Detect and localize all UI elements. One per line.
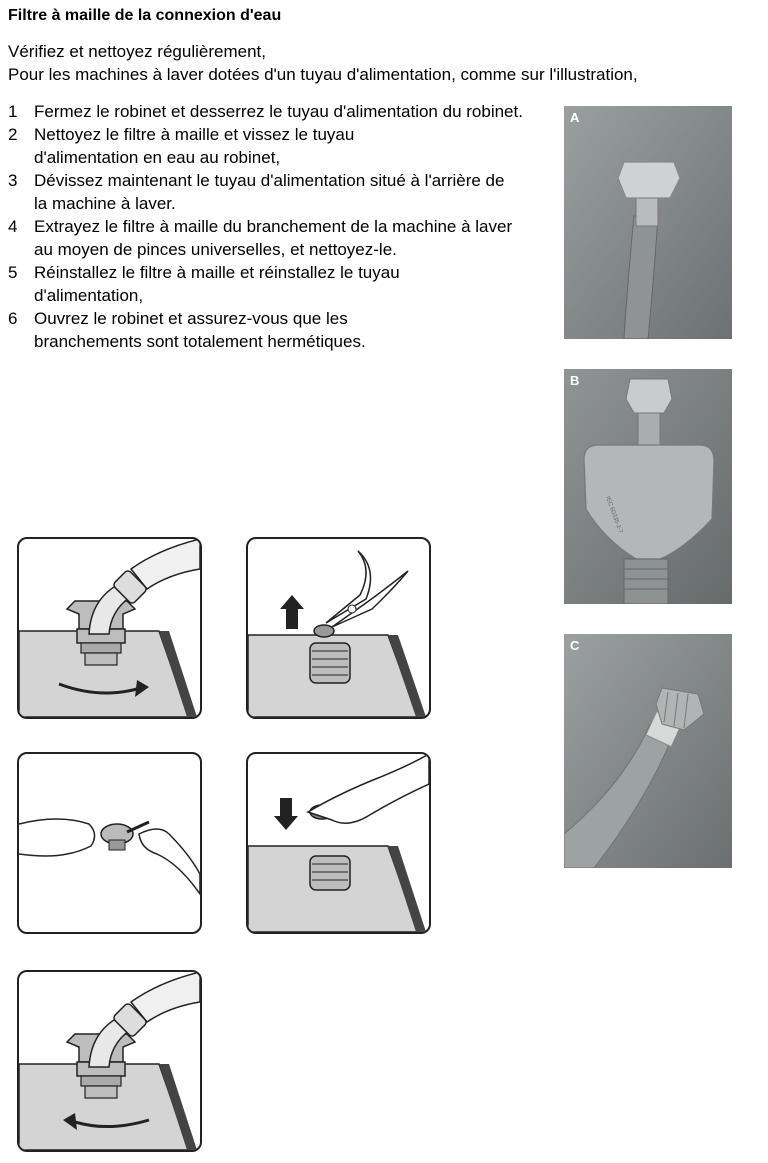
step-item [8,261,490,307]
page-title: Filtre à maille de la connexion d'eau [8,7,282,24]
step-text: Fermez le robinet et desserrez le tuyau d'alimentation du robinet. [34,102,523,121]
photo-c-hose-connector [564,634,732,868]
step-number: 1 [8,102,18,121]
photo-a-hose-connector [564,106,732,339]
photo-label: C [570,638,580,653]
step-item [8,100,530,123]
step-text: Réinstallez le filtre à maille et réinstallez le tuyau d'alimentation, [34,263,400,305]
intro-line-2: Pour les machines à laver dotées d'un tuyau d'alimentation, comme sur l'illustration, [8,65,638,84]
intro-text [8,40,638,86]
illustration-reinstall-hose [17,970,202,1152]
step-text: Dévissez maintenant le tuyau d'alimentation situé à l'arrière de la machine à laver. [34,171,505,213]
step-number: 6 [8,309,18,328]
step-item [8,123,438,169]
intro-line-1: Vérifiez et nettoyez régulièrement, [8,42,266,61]
photo-label: A [570,110,580,125]
photo-label: B [570,373,580,388]
step-item [8,307,444,353]
steps-list [8,100,548,353]
step-text: Ouvrez le robinet et assurez-vous que les branchements sont totalement hermétiques. [34,309,366,351]
illustration-pliers-remove-filter [246,537,431,719]
step-number: 4 [8,217,18,236]
illustration-reinstall-filter [246,752,431,934]
step-number: 5 [8,263,18,282]
photo-b-aquastop-valve [564,369,732,604]
step-text: Nettoyez le filtre à maille et vissez le tuyau d'alimentation en eau au robinet, [34,125,355,167]
illustration-unscrew-hose [17,537,202,719]
step-item [8,169,514,215]
step-text: Extrayez le filtre à maille du branchement de la machine à laver au moyen de pinces universelles, et nettoyez-le. [34,217,513,259]
step-number: 3 [8,171,18,190]
step-number: 2 [8,125,18,144]
step-item [8,215,526,261]
illustration-clean-filter [17,752,202,934]
valve-marking: IEC 60335-2-7 [604,495,624,535]
